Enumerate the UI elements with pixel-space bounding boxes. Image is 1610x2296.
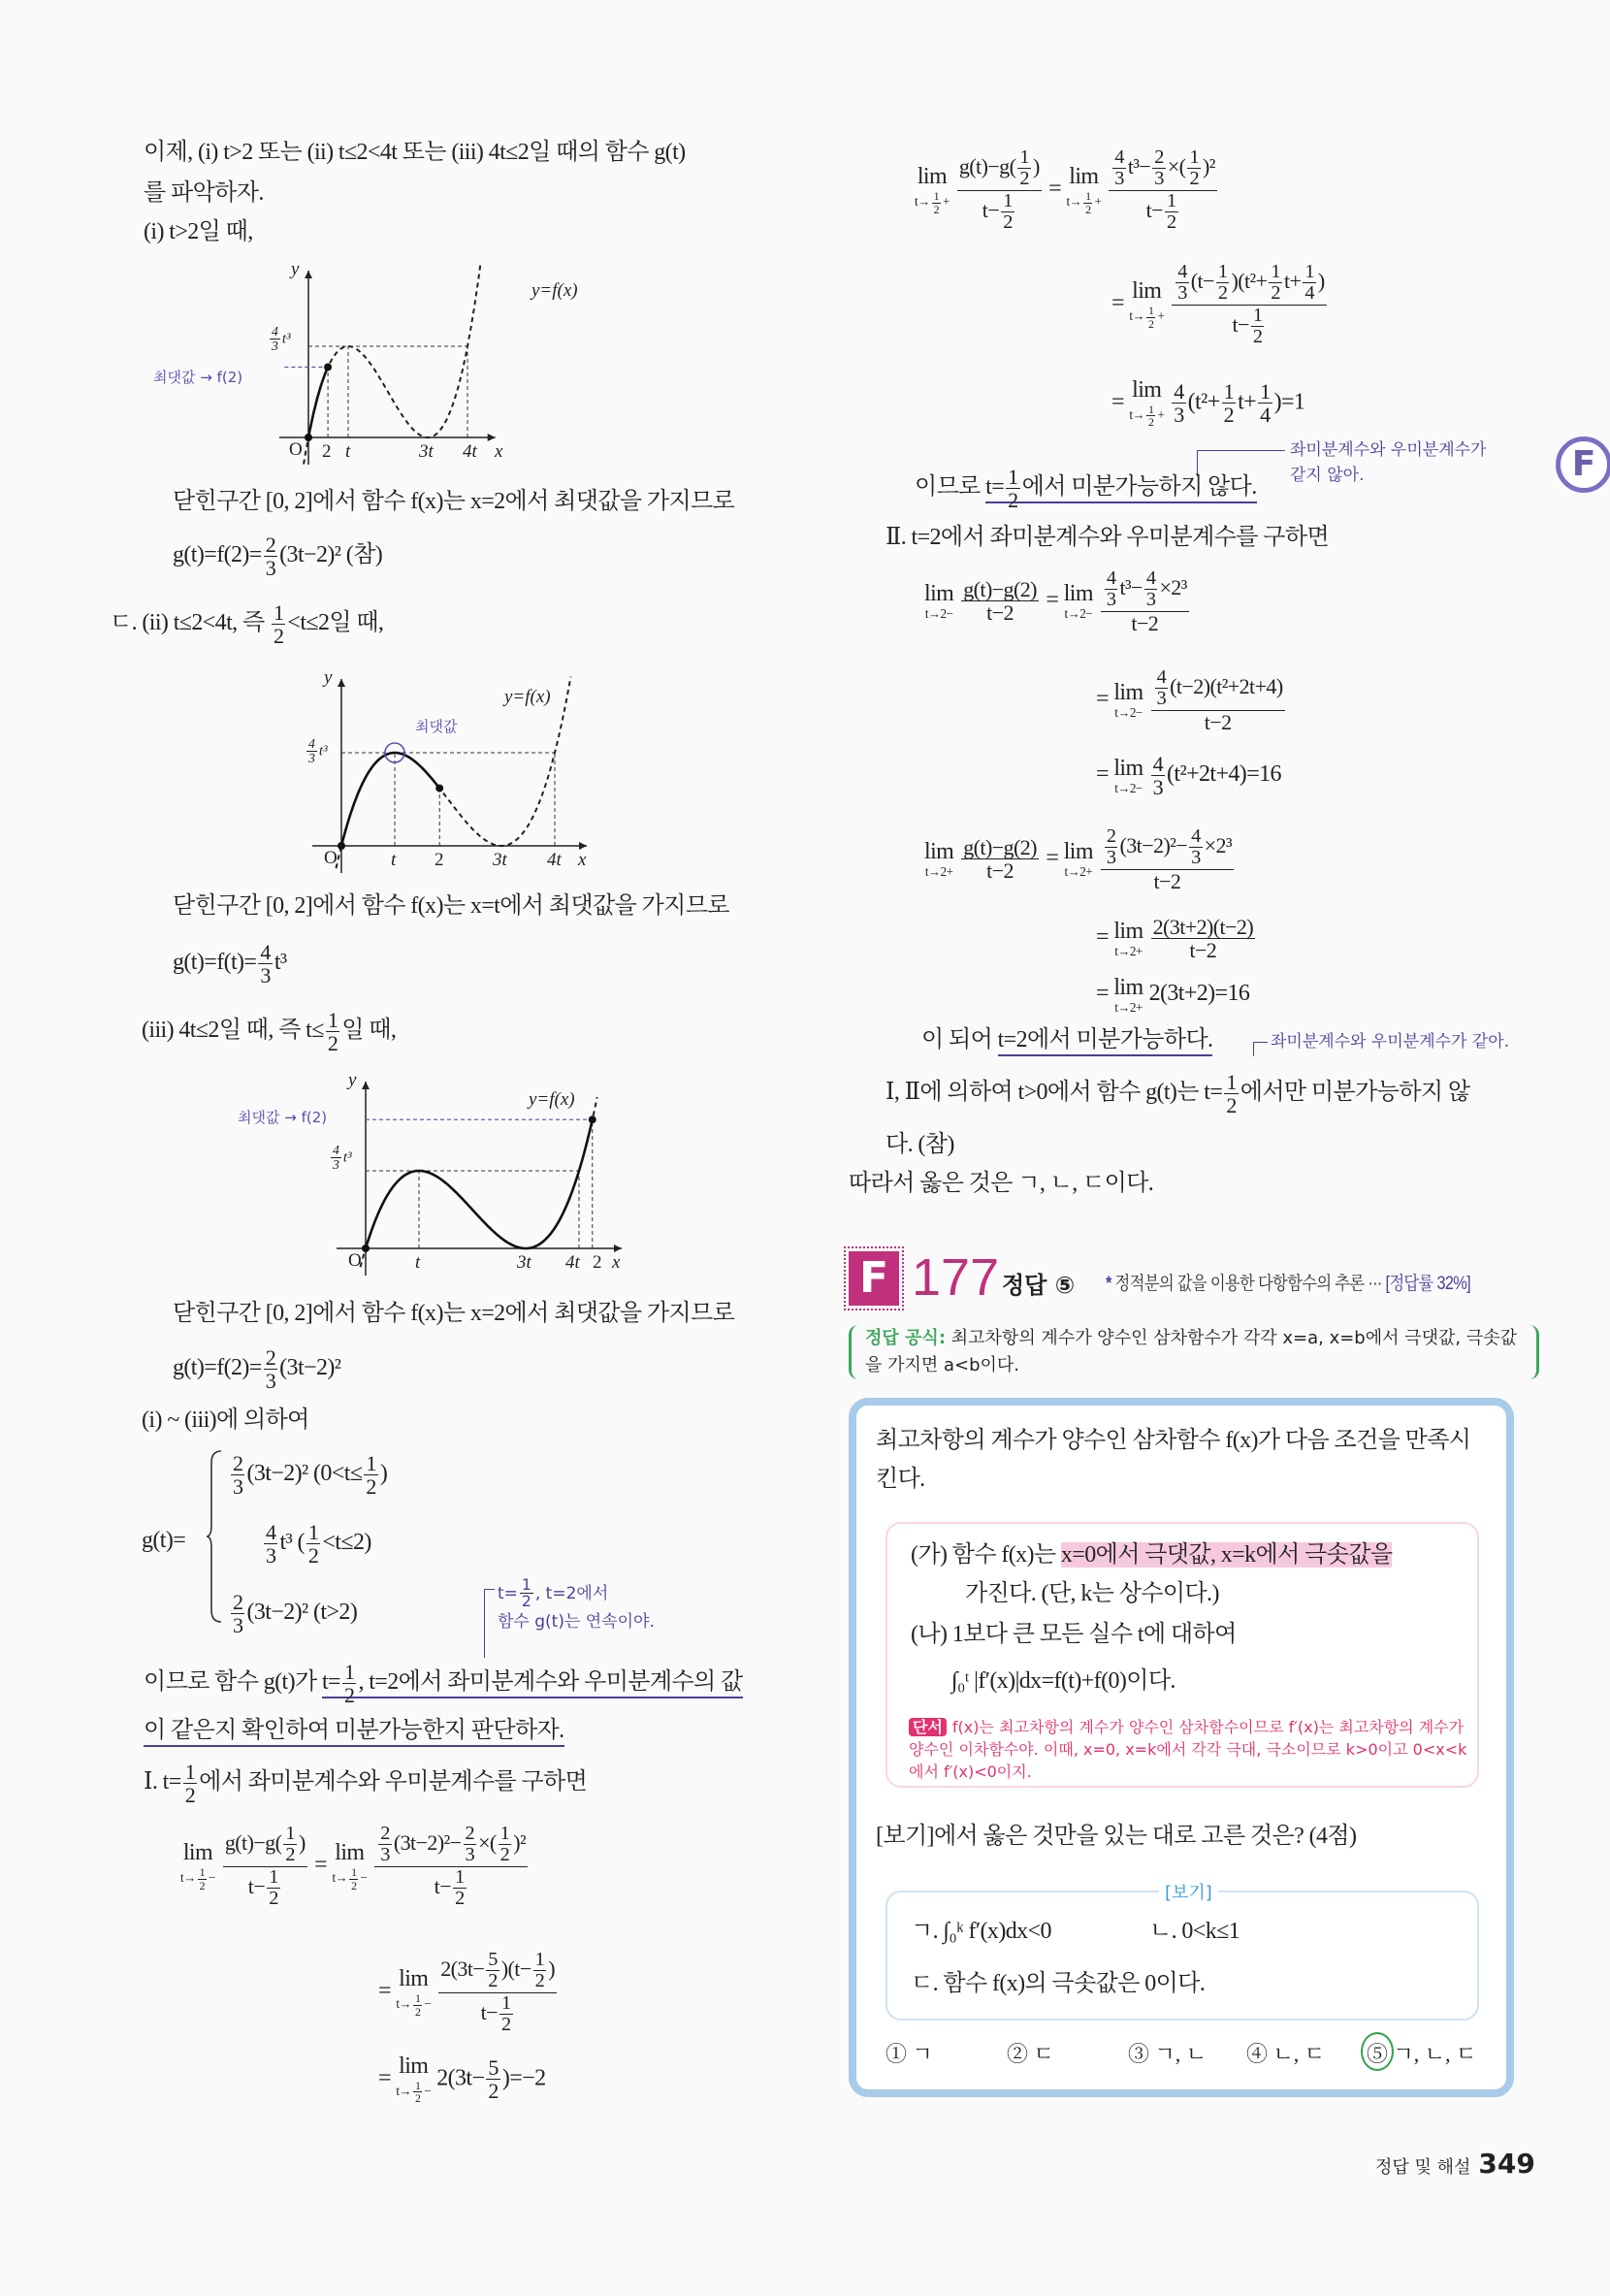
condition-b: (나) 1보다 큰 모든 실수 t에 대하여: [911, 1622, 1237, 1647]
curve-solid: [366, 1122, 592, 1248]
piecewise-row: $\frac{2}{3}$ (3t−2)² (t>2): [233, 1590, 358, 1638]
fraction: $\frac{1}{2}$: [269, 1865, 278, 1909]
fraction: $\frac{g(t)-g(2)}{t-2}$: [963, 835, 1037, 884]
formula-label: 정답 공식:: [865, 1328, 947, 1348]
case3-equation: g(t)=f(2)= $\frac{2}{3}$ (3t−2)²: [173, 1345, 341, 1394]
hint: [909, 1716, 1471, 1784]
limit: lim t→ $\frac{1}{2}$ +: [1066, 164, 1102, 216]
conclusion-prefix: 이므로 함수 g(t)가: [144, 1669, 322, 1696]
fraction: $\frac{1}{2}$: [327, 1008, 338, 1056]
note-continuous: [498, 1577, 655, 1634]
case1-title: (i) t>2일 때,: [144, 219, 253, 244]
fraction: g(t)−g( $\frac{1}{2}$ ) t− $\frac{1}{2}$: [958, 146, 1040, 233]
condition-a-prefix: (가) 함수 f(x)는: [911, 1542, 1061, 1568]
fraction: $\frac{4}{3}$: [1174, 379, 1184, 428]
limit: lim t→ $\frac{1}{2}$ −: [396, 1966, 432, 2019]
limit: lim t→ $\frac{1}{2}$ −: [396, 2053, 432, 2106]
section-side-tab: F: [1556, 437, 1610, 493]
origin-dot: [305, 434, 312, 441]
step2-right-line: lim t→2+ $\frac{g(t)-g(2)}{t-2}$ = lim t→2+ $\frac{2}{3}$ (3t−2)²− $\frac{4}{3}$ ×2³ t−2: [924, 825, 1232, 893]
section-badge: F: [849, 1251, 899, 1306]
fraction: $\frac{4}{3}$: [1114, 146, 1124, 190]
max-label: 최댓값 → f(2): [238, 1109, 328, 1126]
fraction: $\frac{1}{2}$: [1252, 304, 1263, 347]
fraction: $\frac{1}{2}$: [415, 1991, 421, 2019]
tick-label: 3t: [419, 441, 434, 462]
conclusion-prefix: 이므로: [915, 474, 986, 501]
limit: lim t→2−: [1063, 581, 1093, 622]
fraction: $\frac{2}{3}$: [233, 1590, 243, 1638]
fraction: $\frac{4}{3}$: [260, 940, 271, 988]
step1-left-line: lim t→ $\frac{1}{2}$ − g(t)−g( $\frac{1}{2}$ ) t− $\frac{1}{2}$ = lim t→ $\frac{1}{2}$ − $\frac{2}{3}$ (3t−2)²− $\frac{2}{3}$ ×( $\frac{1}{2}$ )² t− $\frac{1}{2}$: [180, 1823, 527, 1909]
bogi-item: ㄱ. ∫₀ᵏ f′(x)dx<0: [911, 1919, 1051, 1944]
fraction: g(t)−g( $\frac{1}{2}$ ) t− $\frac{1}{2}$: [224, 1823, 306, 1909]
tick-label: 2: [435, 850, 444, 870]
case2-text: 닫힌구간 [0, 2]에서 함수 f(x)는 x=t에서 최댓값을 가지므로: [173, 893, 729, 919]
note-line: 좌미분계수와 우미분계수가: [1290, 440, 1487, 460]
choice-4: ④ ㄴ, ㄷ: [1246, 2042, 1326, 2066]
fraction: $\frac{2}{3}$: [1106, 825, 1116, 869]
question: [보기]에서 옳은 것만을 있는 대로 고른 것은? (4점): [876, 1824, 1357, 1849]
level-label: $\frac{4}{3}$ t³: [333, 1143, 352, 1173]
fraction: $\frac{1}{2}$: [1148, 403, 1154, 430]
note-not-equal: [1290, 438, 1486, 488]
tick-label: t: [415, 1252, 421, 1273]
fraction: $\frac{4}{3}$ (t−2)(t²+2t+4) t−2: [1151, 667, 1285, 733]
fraction: $\frac{1}{2}$: [1189, 146, 1199, 190]
origin-dot: [338, 842, 345, 850]
case2-title: ㄷ. (ii) t≤2<4t, 즉 $\frac{1}{2}$ <t≤2일 때,: [110, 600, 384, 649]
conclusion-underlined: t= $\frac{1}{2}$ 에서 미분가능하지 않다.: [985, 465, 1257, 513]
fraction: $\frac{g(t)-g(2)}{t-2}$: [963, 577, 1037, 626]
conclusion-underlined: 이 같은지 확인하여 미분가능한지 판단하자.: [144, 1718, 564, 1747]
conclusion-underlined: t= $\frac{1}{2}$ , t=2에서 좌미분계수와 우미분계수의 값: [321, 1660, 743, 1708]
fraction: $\frac{1}{2}$: [933, 189, 939, 216]
fraction: $\frac{1}{2}$: [273, 600, 284, 649]
condition-a-highlight: x=0에서 극댓값, x=k에서 극솟값을: [1060, 1542, 1393, 1568]
limit: lim t→ $\frac{1}{2}$ +: [1129, 278, 1165, 331]
case1-equation: g(t)=f(2)= $\frac{2}{3}$ (3t−2)² (참): [173, 533, 383, 581]
x-axis-arrow-icon: [488, 434, 496, 441]
fraction: $\frac{4}{3}$ t³− $\frac{2}{3}$ ×( $\frac{1}{2}$ )² t− $\frac{1}{2}$: [1109, 147, 1216, 233]
step1-right-line: = lim t→ $\frac{1}{2}$ + $\frac{4}{3}$ (t²+ $\frac{1}{2}$ t+ $\frac{1}{4}$ )=1: [1111, 377, 1305, 430]
fraction: $\frac{2}{3}$: [265, 1345, 276, 1394]
tick-label: 4t: [463, 441, 477, 462]
fraction: $\frac{4}{3}$: [308, 736, 315, 766]
condition-a-line2: 가진다. (단, k는 상수이다.): [965, 1581, 1219, 1606]
problem-box: [849, 1398, 1514, 2097]
fraction: $\frac{1}{2}$: [307, 1520, 319, 1568]
choice-1: ① ㄱ: [886, 2042, 933, 2066]
y-axis-label: y: [348, 1070, 357, 1090]
fraction: $\frac{1}{2}$: [1085, 189, 1091, 216]
brace-shape: [207, 1451, 221, 1622]
fraction: $\frac{2}{3}$: [265, 533, 276, 581]
fraction: $\frac{4}{3}$: [1106, 567, 1116, 611]
curve-label: y=f(x): [531, 280, 578, 301]
conditions-box: [886, 1522, 1479, 1788]
limit: lim t→ $\frac{1}{2}$ +: [1129, 377, 1165, 430]
fraction: $\frac{1}{2}$: [1148, 304, 1154, 331]
fraction: $\frac{1}{2}$: [1019, 146, 1029, 190]
x-axis-arrow-icon: [614, 1245, 622, 1252]
level-label: $\frac{4}{3}$ t³: [308, 736, 328, 766]
fraction: $\frac{4}{3}$: [1152, 752, 1164, 800]
origin-label: O: [289, 439, 303, 460]
note-line: 함수 g(t)는 연속이야.: [498, 1611, 655, 1632]
step2-right-line: = lim t→2+ $\frac{2(3t+2)(t-2)}{t-2}$: [1096, 915, 1254, 963]
hint-badge: 단서: [909, 1718, 947, 1736]
endpoint-dot: [435, 785, 443, 792]
limit: lim t→2+: [924, 839, 954, 880]
curve-label: y=f(x): [529, 1089, 575, 1110]
bogi-box: [886, 1883, 1479, 2021]
footer-label: 정답 및 해설: [1375, 2157, 1471, 2178]
limit: lim t→ $\frac{1}{2}$ −: [332, 1840, 368, 1892]
limit: lim t→2+: [1113, 975, 1143, 1015]
limit: lim t→2+: [1113, 919, 1143, 959]
case1-text: 닫힌구간 [0, 2]에서 함수 f(x)는 x=2에서 최댓값을 가지므로: [173, 489, 735, 514]
endpoint-dot: [589, 1116, 596, 1123]
note-arrow: [1253, 1042, 1268, 1056]
fraction: $\frac{1}{2}$: [1008, 465, 1018, 513]
limit: lim t→2−: [1113, 680, 1143, 721]
fraction: $\frac{1}{2}$: [285, 1823, 295, 1866]
step1-title: Ⅰ. t= $\frac{1}{2}$ 에서 좌미분계수와 우미분계수를 구하면: [144, 1760, 588, 1808]
intro-line-1: 이제, (i) t>2 또는 (ii) t≤2<4t 또는 (iii) 4t≤2일 때의 함수 g(t): [144, 140, 686, 165]
formula-text: 최고차항의 계수가 양수인 삼차함수가 각각 x=a, x=b에서 극댓값, 극솟값을 가지면 a<b이다.: [865, 1328, 1517, 1375]
fraction: $\frac{4}{3}$ (t− $\frac{1}{2}$ )(t²+ $\frac{1}{2}$ t+ $\frac{1}{4}$ ) t− $\frac{1}{2}$: [1172, 262, 1326, 347]
conclusion-prefix: 이 되어: [921, 1027, 998, 1052]
graph-case3: [238, 1070, 637, 1297]
final-line-2: 다. (참): [886, 1132, 954, 1157]
star-icon: *: [1106, 1274, 1111, 1294]
origin-label: O: [348, 1250, 362, 1271]
piecewise-lhs: g(t)=: [142, 1528, 186, 1553]
fraction: $\frac{4}{3}$: [1177, 261, 1187, 305]
y-axis-arrow-icon: [305, 271, 312, 278]
case3-title: (iii) 4t≤2일 때, 즉 t≤ $\frac{1}{2}$ 일 때,: [142, 1008, 397, 1056]
step1-left-line: = lim t→ $\frac{1}{2}$ − 2(3t− $\frac{5}{2}$ )(t− $\frac{1}{2}$ ) t− $\frac{1}{2}$: [378, 1949, 555, 2035]
fraction: $\frac{1}{2}$: [1217, 261, 1228, 305]
fraction: $\frac{1}{2}$: [1271, 261, 1280, 305]
tick-label: 4t: [547, 850, 562, 870]
x-axis-label: x: [612, 1252, 621, 1273]
answer-mark-circle: [1361, 2032, 1394, 2071]
step1-left-line: = lim t→ $\frac{1}{2}$ − 2(3t− $\frac{5}{2}$ )=−2: [378, 2053, 546, 2106]
choice-5: [1367, 2038, 1476, 2068]
tick-label: 2: [593, 1252, 602, 1273]
bogi-item: ㄷ. 함수 f(x)의 극솟값은 0이다.: [911, 1971, 1206, 1996]
conclusion-line-1: [144, 1661, 743, 1706]
fraction: $\frac{4}{3}$: [1145, 567, 1156, 611]
level-label: $\frac{4}{3}$ t³: [272, 324, 291, 354]
tick-label: 2: [322, 441, 332, 462]
intro-line-2: 를 파악하자.: [144, 180, 264, 206]
case2-equation: g(t)=f(t)= $\frac{4}{3}$ t³: [173, 940, 287, 988]
answer-label: 정답 ⑤: [1002, 1272, 1076, 1299]
summary-line: (i) ~ (iii)에 의하여: [142, 1407, 309, 1433]
step1-right-line: lim t→ $\frac{1}{2}$ + g(t)−g( $\frac{1}{2}$ ) t− $\frac{1}{2}$ = lim t→ $\frac{1}{2}$ + $\frac{4}{3}$ t³− $\frac{2}{3}$ ×( $\frac{1}{2}$ )² t− $\frac{1}{2}$: [915, 146, 1215, 233]
step2-right-line: = lim t→2+ 2(3t+2)=16: [1096, 975, 1250, 1015]
fraction: $\frac{1}{2}$: [343, 1660, 355, 1708]
tick-label: 3t: [517, 1252, 531, 1273]
fraction: $\frac{1}{2}$: [1003, 189, 1013, 233]
fraction: $\frac{1}{2}$: [351, 1865, 357, 1892]
y-axis-label: y: [324, 667, 333, 688]
fraction: $\frac{4}{3}$: [1156, 666, 1167, 710]
curve-solid: [308, 368, 328, 437]
graph-case2: [283, 667, 603, 894]
piecewise-row: $\frac{2}{3}$ (3t−2)² (0<t≤ $\frac{1}{2}$ ): [233, 1451, 388, 1500]
condition-a: [911, 1541, 1392, 1569]
bogi-item: ㄴ. 0<k≤1: [1149, 1919, 1240, 1944]
tick-label: 3t: [493, 850, 507, 870]
fraction: $\frac{2}{3}$: [233, 1451, 243, 1500]
fraction: $\frac{2(3t+2)(t-2)}{t-2}$: [1152, 915, 1254, 963]
tick-label: t: [345, 441, 351, 462]
case3-text: 닫힌구간 [0, 2]에서 함수 f(x)는 x=2에서 최댓값을 가지므로: [173, 1301, 735, 1326]
fraction: $\frac{1}{2}$: [455, 1865, 465, 1909]
y-axis-label: y: [291, 259, 300, 279]
tick-label: 4t: [565, 1252, 580, 1273]
y-axis-arrow-icon: [338, 679, 345, 687]
fraction: $\frac{1}{2}$: [499, 1823, 510, 1866]
limit: lim t→2−: [924, 581, 954, 622]
fraction: $\frac{2}{3}$: [380, 1823, 390, 1866]
fraction: $\frac{1}{2}$: [199, 1865, 205, 1892]
page-footer: [1375, 2148, 1535, 2180]
fraction: $\frac{4}{3}$: [1191, 825, 1201, 869]
topic-dots: ···: [1368, 1274, 1382, 1294]
y-axis-arrow-icon: [362, 1082, 370, 1089]
correct-rate: [정답률 32%]: [1385, 1274, 1470, 1294]
max-label: 최댓값 → f(2): [153, 369, 243, 386]
piecewise-row: $\frac{4}{3}$ t³ ( $\frac{1}{2}$ <t≤2): [266, 1520, 371, 1568]
answer-line: 따라서 옳은 것은 ㄱ, ㄴ, ㄷ이다.: [849, 1171, 1154, 1196]
fraction: $\frac{1}{2}$: [534, 1949, 545, 1992]
note-line: 같지 않아.: [1290, 465, 1365, 485]
fraction: 2(3t− $\frac{5}{2}$ )(t− $\frac{1}{2}$ ) t− $\frac{1}{2}$: [440, 1949, 555, 2035]
problem-topic: [1106, 1269, 1470, 1295]
conclusion-underlined: t=2에서 미분가능하다.: [998, 1027, 1213, 1056]
bogi-title: [보기]: [1159, 1879, 1218, 1904]
origin-dot: [362, 1245, 370, 1252]
fraction: $\frac{5}{2}$: [488, 2055, 499, 2104]
fraction: $\frac{2}{3}$: [1154, 146, 1164, 190]
step1-right-line: = lim t→ $\frac{1}{2}$ + $\frac{4}{3}$ (t− $\frac{1}{2}$ )(t²+ $\frac{1}{2}$ t+ $\frac{1}{4}$ ) t− $\frac{1}{2}$: [1111, 261, 1325, 347]
fraction: $\frac{1}{2}$: [1166, 189, 1176, 233]
curve-solid: [341, 753, 438, 846]
note-equal: [1271, 1030, 1509, 1055]
fraction: $\frac{1}{2}$: [366, 1451, 376, 1500]
hint-text: f(x)는 최고차항의 계수가 양수인 삼차함수이므로 f′(x)는 최고차항의 계수가 양수인 이차함수야. 이때, x=0, x=k에서 각각 극대, 극소이므로 k>0이고 0<x<k에서 f′(x)<0이지.: [909, 1718, 1467, 1782]
graph-case1: [153, 259, 658, 486]
note-arrow: [484, 1589, 495, 1658]
fraction: $\frac{4}{3}$: [272, 324, 278, 354]
curve-label: y=f(x): [504, 687, 551, 707]
max-label: 최댓값: [415, 718, 458, 735]
fraction: $\frac{1}{2}$: [521, 1575, 531, 1611]
fraction: $\frac{1}{2}$: [1223, 379, 1235, 428]
conclusion-not-differentiable: [915, 466, 1257, 511]
step2-title: Ⅱ. t=2에서 좌미분계수와 우미분계수를 구하면: [886, 525, 1330, 550]
limit: lim t→ $\frac{1}{2}$ +: [915, 164, 950, 216]
fraction: $\frac{1}{4}$: [1304, 261, 1314, 305]
fraction: $\frac{2}{3}$ (3t−2)²− $\frac{2}{3}$ ×( $\frac{1}{2}$ )² t− $\frac{1}{2}$: [374, 1824, 528, 1909]
fraction: $\frac{5}{2}$: [488, 1949, 498, 1992]
fraction: $\frac{1}{2}$: [184, 1760, 196, 1808]
choice-3: ③ ㄱ, ㄴ: [1128, 2042, 1208, 2066]
conclusion-differentiable: [921, 1026, 1212, 1054]
fraction: $\frac{2}{3}$: [465, 1823, 475, 1866]
fraction: $\frac{1}{2}$: [1226, 1070, 1237, 1118]
choice-5-label: ⑤ ㄱ, ㄴ, ㄷ: [1367, 2042, 1477, 2066]
answer-formula: [849, 1325, 1539, 1379]
topic-text: 정적분의 값을 이용한 다항함수의 추론: [1114, 1274, 1365, 1294]
endpoint-dot: [324, 363, 332, 371]
step2-left-line: lim t→2− $\frac{g(t)-g(2)}{t-2}$ = lim t→2− $\frac{4}{3}$ t³− $\frac{4}{3}$ ×2³ t−2: [924, 567, 1187, 635]
note-line: t= $\frac{1}{2}$ , t=2에서: [498, 1575, 609, 1611]
note-line: 좌미분계수와 우미분계수가 같아.: [1271, 1032, 1510, 1051]
graph-case1-plot: [250, 263, 658, 486]
choice-2: ② ㄷ: [1007, 2042, 1054, 2066]
x-axis-label: x: [578, 850, 587, 870]
condition-b-integral: ∫₀ᵗ |f′(x)|dx=f(t)+f(0)이다.: [951, 1668, 1175, 1694]
problem-stem-line: 최고차항의 계수가 양수인 삼차함수 f(x)가 다음 조건을 만족시: [876, 1428, 1471, 1453]
fraction: $\frac{4}{3}$: [333, 1143, 339, 1173]
limit: lim t→2+: [1063, 839, 1093, 880]
page-number: 349: [1478, 2148, 1535, 2180]
fraction: $\frac{1}{2}$: [415, 2079, 421, 2106]
fraction: $\frac{1}{2}$: [501, 1991, 511, 2035]
origin-label: O: [324, 848, 338, 868]
fraction: $\frac{2}{3}$ (3t−2)²− $\frac{4}{3}$ ×2³ t−2: [1101, 826, 1234, 892]
step2-left-line: = lim t→2− $\frac{4}{3}$ (t²+2t+4)=16: [1096, 752, 1281, 800]
problem-number: 177: [912, 1248, 1000, 1307]
curve-dashed: [304, 263, 481, 465]
fraction: $\frac{4}{3}$ t³− $\frac{4}{3}$ ×2³ t−2: [1101, 568, 1189, 634]
x-axis-label: x: [495, 441, 503, 462]
fraction: $\frac{1}{4}$: [1260, 379, 1271, 428]
tick-label: t: [391, 850, 397, 870]
x-axis-arrow-icon: [579, 842, 587, 850]
problem-stem-line: 킨다.: [876, 1467, 925, 1492]
piecewise-brace: [206, 1449, 223, 1624]
limit: lim t→ $\frac{1}{2}$ −: [180, 1840, 215, 1892]
conclusion-line-2: [144, 1717, 564, 1745]
fraction: $\frac{4}{3}$: [266, 1520, 276, 1568]
step2-left-line: = lim t→2− $\frac{4}{3}$ (t−2)(t²+2t+4) t−2: [1096, 666, 1283, 734]
final-line-1: Ⅰ, Ⅱ에 의하여 t>0에서 함수 g(t)는 t= $\frac{1}{2}$ 에서만 미분가능하지 않: [886, 1070, 1470, 1118]
limit: lim t→2−: [1113, 756, 1143, 796]
